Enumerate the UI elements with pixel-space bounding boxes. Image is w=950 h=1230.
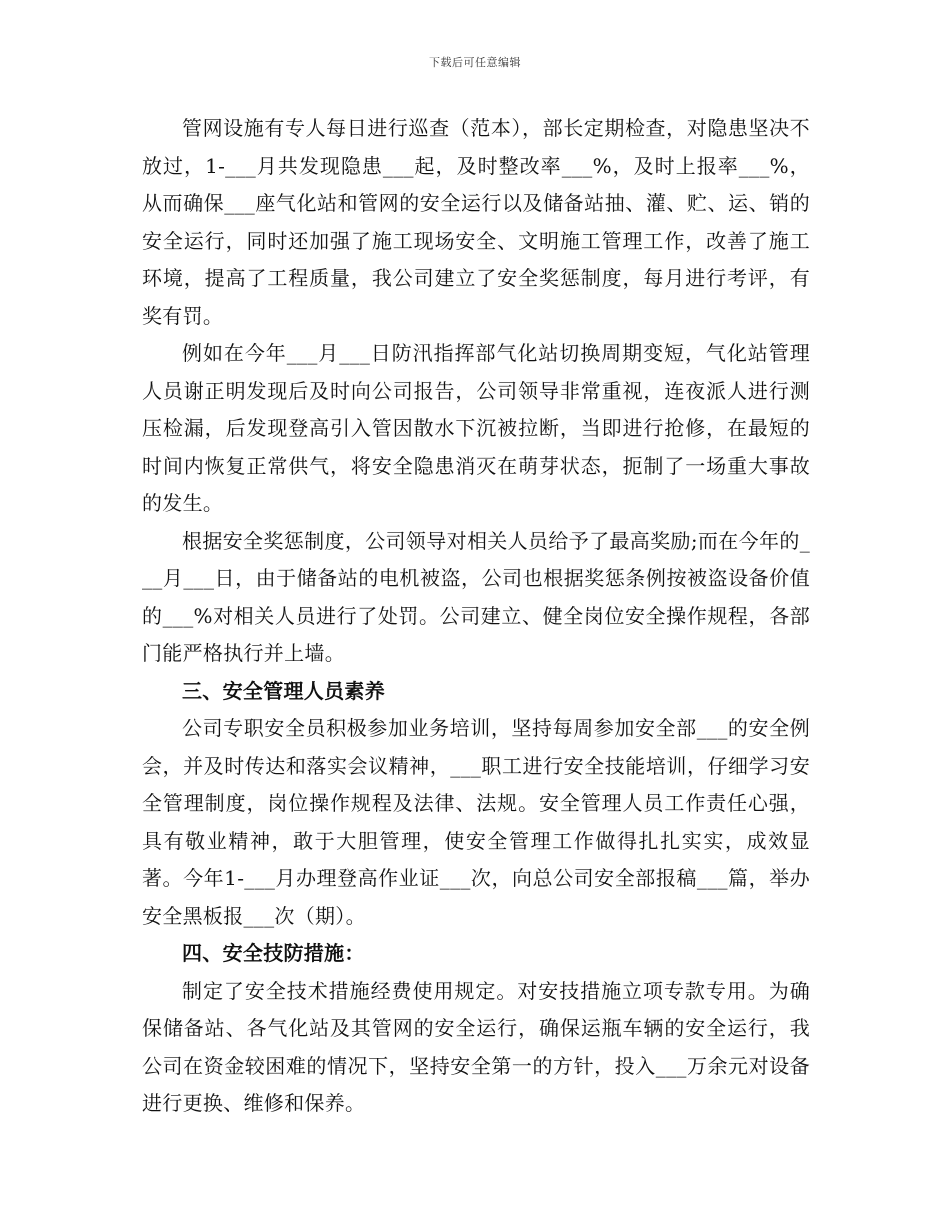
page-header: 下载后可任意编辑 <box>429 56 521 69</box>
paragraph-safety-staff: 公司专职安全员积极参加业务培训，坚持每周参加安全部___的安全例会，并及时传达和落实会议精神，___职工进行安全技能培训，仔细学习安全管理制度，岗位操作规程及法律、法规。安全管理人员工作责任心强，具有敬业精神，敢于大胆管理，使安全管理工作做得扎扎实实，成效显著。今年1-___月办理登高作业证___次，向总公司安全部报稿___篇，举办安全黑板报___次（期）。 <box>142 716 810 928</box>
document-body <box>142 110 810 1123</box>
section-heading-technical-measures: 四、安全技防措施： <box>182 941 365 965</box>
paragraph-rewards-penalties: 根据安全奖惩制度，公司领导对相关人员给予了最高奖励;而在今年的___月___日，由于储备站的电机被盗，公司也根据奖惩条例按被盗设备价值的___%对相关人员进行了处罚。公司建立、健全岗位安全操作规程，各部门能严格执行并上墙。 <box>142 528 810 665</box>
paragraph-pipeline-inspection: 管网设施有专人每日进行巡查（范本），部长定期检查，对隐患坚决不放过，1-___月共发现隐患___起，及时整改率___%，及时上报率___%，从而确保___座气化站和管网的安全运行以及储备站抽、灌、贮、运、销的安全运行，同时还加强了施工现场安全、文明施工管理工作，改善了施工环境，提高了工程质量，我公司建立了安全奖惩制度，每月进行考评，有奖有罚。 <box>142 116 810 328</box>
paragraph-incident-example: 例如在今年___月___日防汛指挥部气化站切换周期变短，气化站管理人员谢正明发现后及时向公司报告，公司领导非常重视，连夜派人进行测压检漏，后发现登高引入管因散水下沉被拉断，当即进行抢修，在最短的时间内恢复正常供气，将安全隐患消灭在萌芽状态，扼制了一场重大事故的发生。 <box>142 341 810 515</box>
paragraph-technical-measures: 制定了安全技术措施经费使用规定。对安技措施立项专款专用。为确保储备站、各气化站及其管网的安全运行，确保运瓶车辆的安全运行，我公司在资金较困难的情况下，坚持安全第一的方针，投入___万余元对设备进行更换、维修和保养。 <box>142 978 810 1115</box>
section-heading-safety-staff: 三、安全管理人员素养 <box>182 678 385 703</box>
